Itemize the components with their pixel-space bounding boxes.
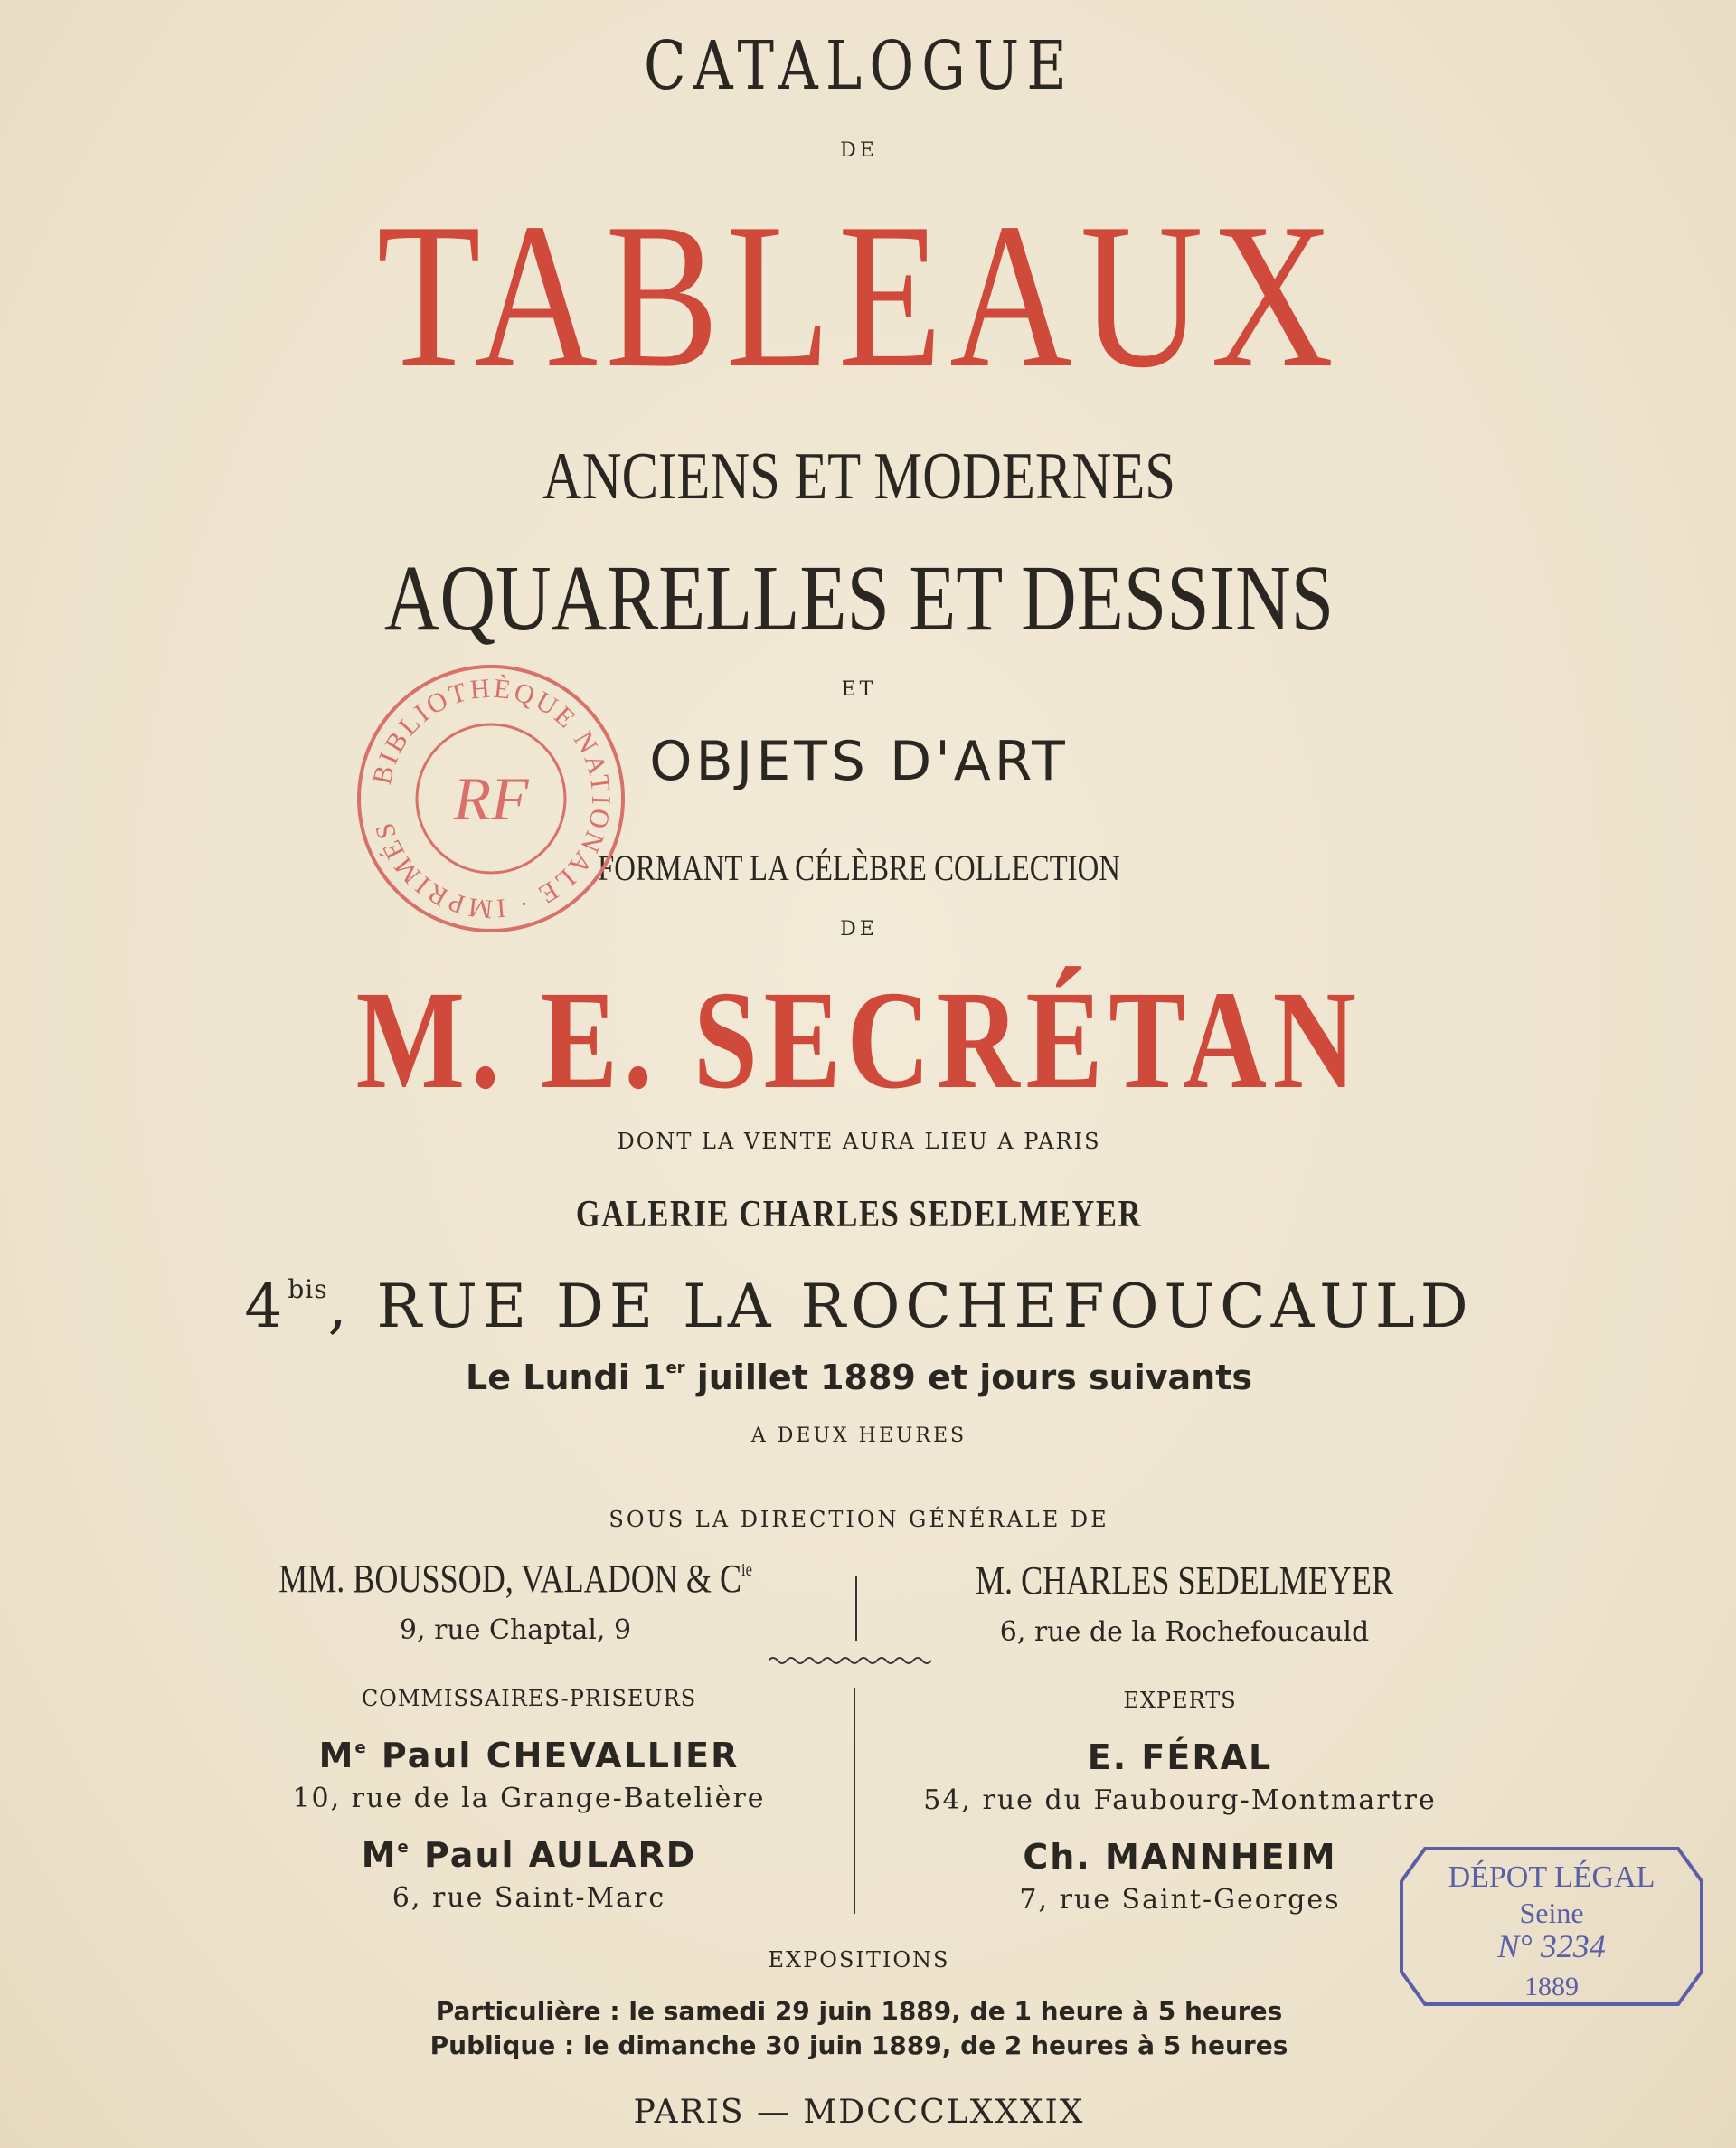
address-number: 4 bbox=[244, 1272, 288, 1341]
direction-divider bbox=[855, 1576, 857, 1641]
mannheim-street: 7, rue Saint-Georges bbox=[1019, 1884, 1341, 1916]
stamp-ring-text: BIBLIOTHÈQUE NATIONALE · IMPRIMÉS bbox=[366, 673, 617, 924]
date-prefix: Le Lundi 1 bbox=[466, 1358, 666, 1397]
stamp-depot-number: N° 3234 bbox=[1497, 1928, 1606, 1964]
feral-street: 54, rue du Faubourg-Montmartre bbox=[923, 1784, 1437, 1816]
chevallier-street: 10, rue de la Grange-Batelière bbox=[292, 1783, 766, 1814]
date-suffix: juillet 1889 et jours suivants bbox=[684, 1358, 1252, 1397]
et-connector: ET bbox=[841, 678, 877, 701]
de-connector-2: DE bbox=[840, 918, 878, 941]
commissaires-heading: COMMISSAIRES-PRISEURS bbox=[361, 1686, 697, 1711]
galerie-line: GALERIE CHARLES SEDELMEYER bbox=[575, 1194, 1143, 1235]
main-title: TABLEAUX bbox=[376, 180, 1342, 411]
wavy-rule bbox=[769, 1655, 931, 1666]
stamp-depot-year: 1889 bbox=[1524, 1972, 1579, 2001]
subtitle-aquarelles: AQUARELLES ET DESSINS bbox=[383, 546, 1335, 650]
formant-line: FORMANT LA CÉLÈBRE COLLECTION bbox=[598, 847, 1120, 888]
sedelmeyer-name: M. CHARLES SEDELMEYER bbox=[975, 1558, 1394, 1603]
feral-name: E. FÉRAL bbox=[1087, 1737, 1273, 1777]
collection-owner: M. E. SECRÉTAN bbox=[355, 961, 1363, 1118]
expositions-heading: EXPOSITIONS bbox=[768, 1947, 950, 1973]
experts-column bbox=[904, 1689, 1456, 1914]
boussod-valadon-name: MM. BOUSSOD, VALADON & $C^{ie}$ bbox=[278, 1557, 752, 1601]
direction-right bbox=[868, 1558, 1501, 1648]
aulard-name: Me Paul AULARD bbox=[361, 1835, 697, 1875]
depot-legal-stamp bbox=[1398, 1845, 1705, 2008]
sale-hour: A DEUX HEURES bbox=[750, 1424, 967, 1447]
vente-line: DONT LA VENTE AURA LIEU A PARIS bbox=[617, 1129, 1101, 1154]
exposition-publique: Publique : le dimanche 30 juin 1889, de 2 heures à 5 heures bbox=[429, 2030, 1288, 2060]
imprint-line: PARIS — MDCCCLXXXIX bbox=[633, 2094, 1085, 2131]
bibliotheque-stamp bbox=[351, 658, 631, 939]
stamp-depot-title: DÉPOT LÉGAL bbox=[1448, 1860, 1656, 1894]
experts-divider bbox=[854, 1688, 855, 1914]
mannheim-name: Ch. MANNHEIM bbox=[1023, 1837, 1337, 1877]
sale-date bbox=[0, 1360, 1718, 1395]
direction-left bbox=[172, 1559, 859, 1644]
sedelmeyer-street: 6, rue de la Rochefoucauld bbox=[999, 1616, 1370, 1648]
aulard-street: 6, rue Saint-Marc bbox=[392, 1882, 666, 1914]
address-street: , RUE DE LA ROCHEFOUCAULD bbox=[327, 1272, 1474, 1341]
subtitle-anciens: ANCIENS ET MODERNES bbox=[542, 440, 1176, 514]
stamp-rf-monogram: RF bbox=[453, 764, 529, 833]
exposition-particuliere: Particulière : le samedi 29 juin 1889, de 1 heure à 5 heures bbox=[435, 1996, 1283, 2026]
subtitle-objets: OBJETS D'ART bbox=[649, 730, 1069, 793]
direction-heading: SOUS LA DIRECTION GÉNÉRALE DE bbox=[609, 1507, 1109, 1532]
boussod-sup: ie bbox=[741, 1560, 752, 1580]
commissaires-column bbox=[235, 1688, 823, 1912]
date-sup: er bbox=[665, 1358, 685, 1377]
sale-address bbox=[0, 1272, 1718, 1341]
boussod-street: 9, rue Chaptal, 9 bbox=[399, 1614, 632, 1646]
catalogue-heading: CATALOGUE bbox=[644, 27, 1074, 105]
de-connector-1: DE bbox=[840, 139, 878, 162]
experts-heading: EXPERTS bbox=[1123, 1688, 1237, 1713]
stamp-depot-seine: Seine bbox=[1519, 1897, 1584, 1929]
chevallier-name: Me Paul CHEVALLIER bbox=[318, 1736, 740, 1775]
address-sup: bis bbox=[288, 1274, 328, 1304]
